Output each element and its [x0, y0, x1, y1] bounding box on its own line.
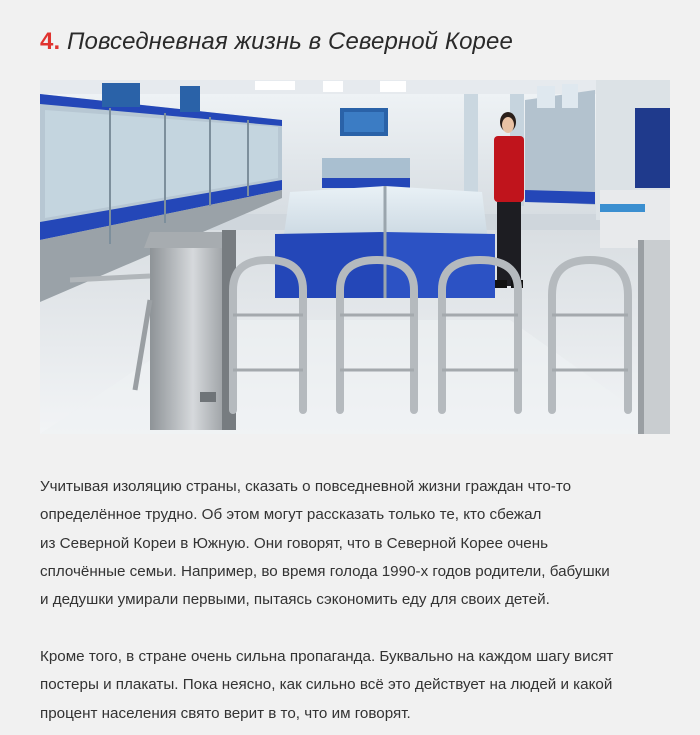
paragraph-1-line: сплочённые семьи. Например, во время голода 1990-х годов родители, бабушки	[40, 562, 610, 580]
article-heading	[40, 28, 513, 56]
article-photo	[40, 80, 670, 434]
paragraph-1-line: определённое трудно. Об этом могут рассказать только те, кто сбежал	[40, 506, 542, 524]
paragraph-2-line: Кроме того, в стране очень сильна пропаганда. Буквально на каждом шагу висят	[40, 648, 614, 665]
paragraph-1-line: и дедушки умирали первыми, пытаясь сэкономить еду для своих детей.	[40, 591, 550, 609]
supermarket-photo-icon	[40, 80, 670, 434]
paragraph-2-line: процент населения свято верит в то, что им говорят.	[40, 704, 411, 722]
paragraph-1-line: из Северной Кореи в Южную. Они говорят, что в Северной Корее очень	[40, 534, 549, 552]
paragraph-1-line: Учитывая изоляцию страны, сказать о повседневной жизни граждан что-то	[40, 478, 572, 495]
heading-text: Повседневная жизнь в Северной Корее	[67, 28, 513, 55]
paragraph-1	[40, 473, 670, 614]
paragraph-2	[40, 643, 670, 728]
paragraph-2-line: постеры и плакаты. Пока неясно, как сильно всё это действует на людей и какой	[40, 676, 613, 694]
heading-number: 4.	[40, 28, 61, 55]
right-fridges	[525, 90, 595, 205]
